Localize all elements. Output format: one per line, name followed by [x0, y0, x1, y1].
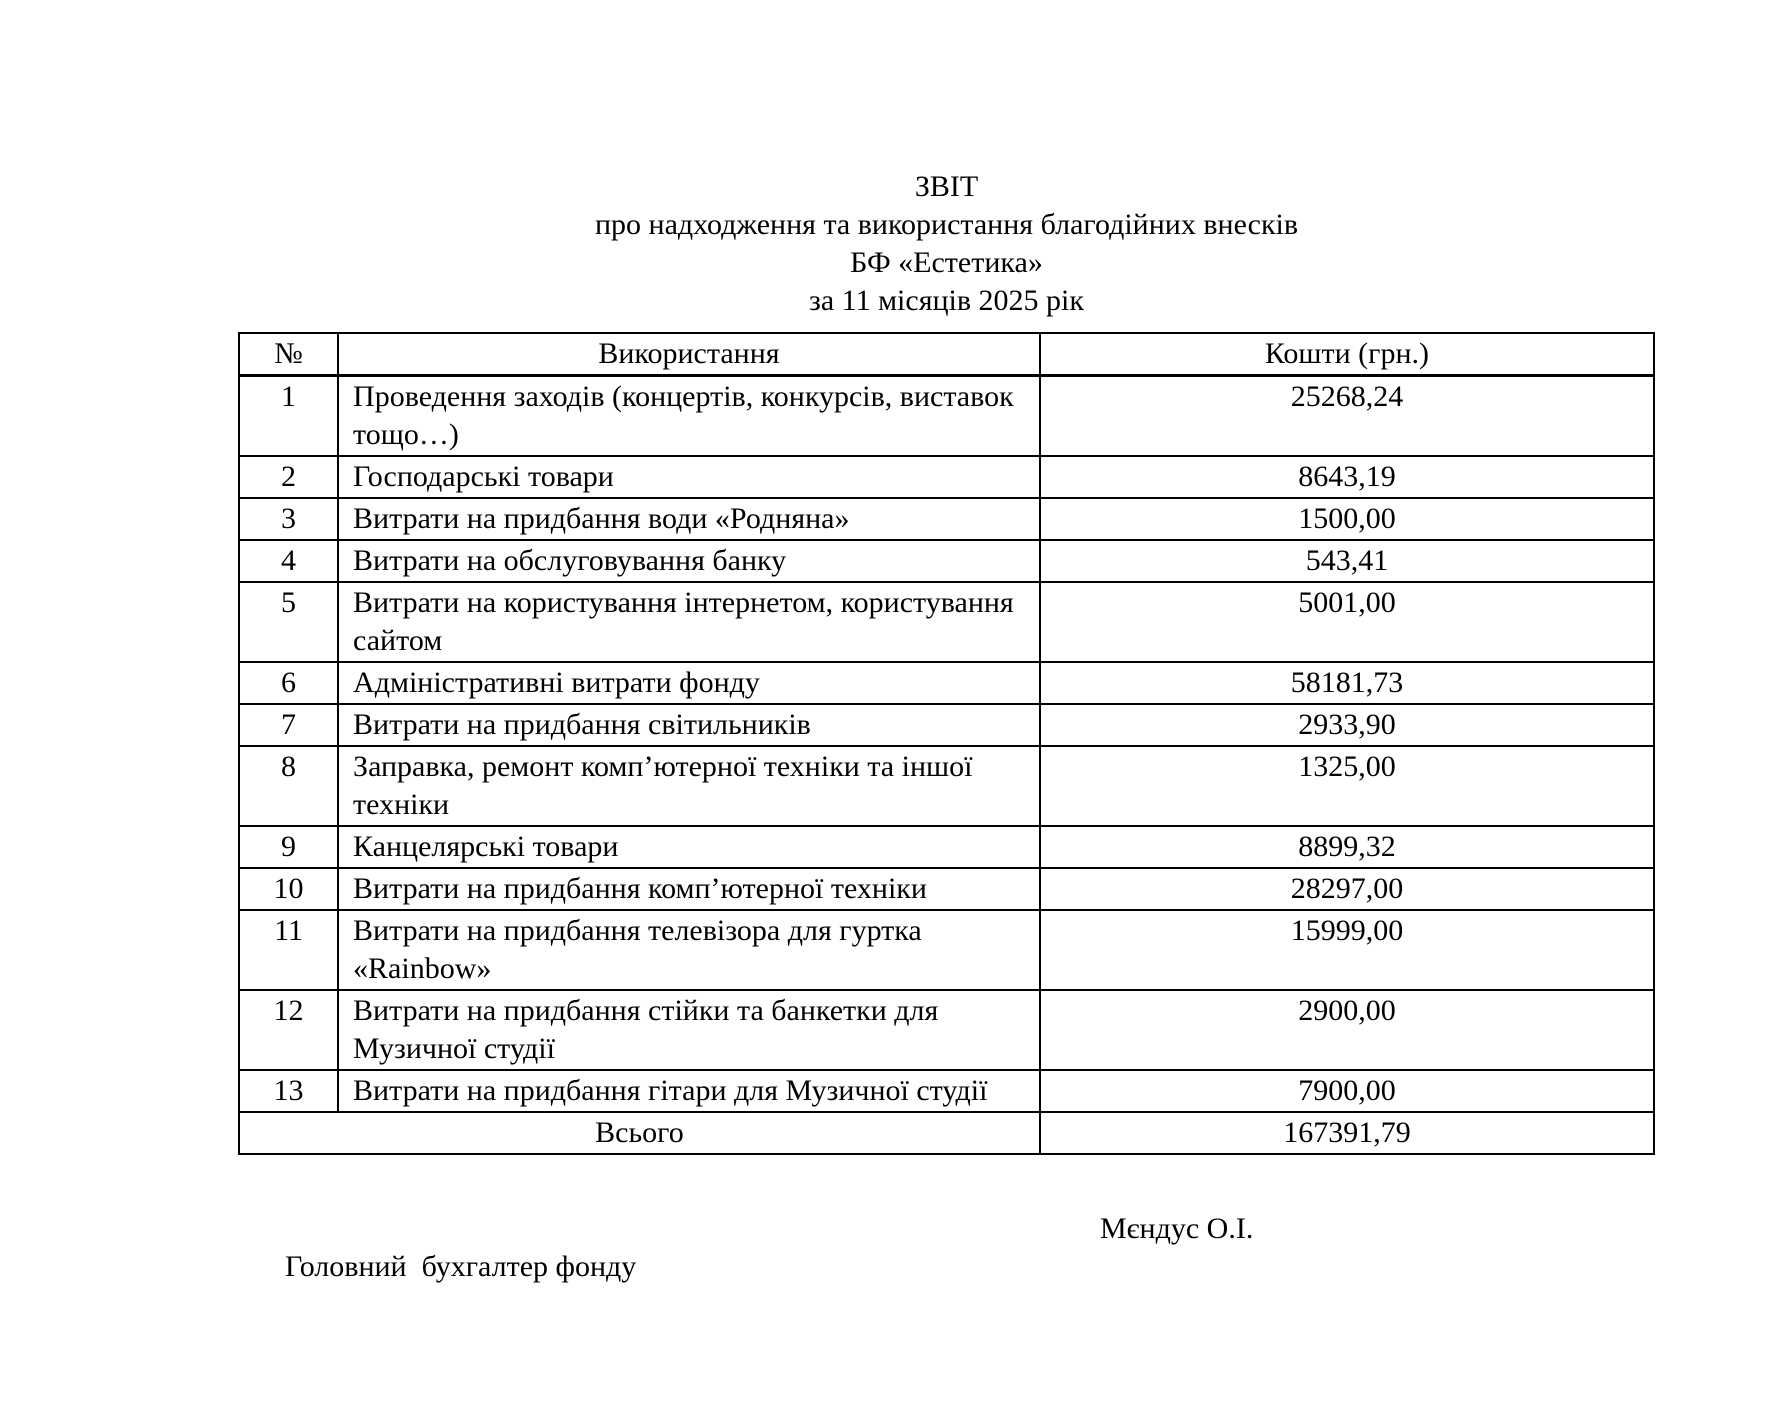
report-title-block — [238, 168, 1655, 320]
table-row — [239, 376, 1654, 457]
row-amount: 8899,32 — [1040, 826, 1654, 868]
row-amount: 543,41 — [1040, 540, 1654, 582]
row-usage: Витрати на придбання телевізора для гуртка «Rainbow» — [338, 910, 1040, 990]
row-number: 7 — [239, 704, 338, 746]
row-number: 12 — [239, 990, 338, 1070]
col-header-number: № — [239, 333, 338, 376]
table-row — [239, 868, 1654, 910]
row-amount: 5001,00 — [1040, 582, 1654, 662]
row-number: 3 — [239, 498, 338, 540]
row-number: 11 — [239, 910, 338, 990]
row-amount: 1500,00 — [1040, 498, 1654, 540]
col-header-amount: Кошти (грн.) — [1040, 333, 1654, 376]
document-content — [238, 168, 1655, 1155]
row-amount: 7900,00 — [1040, 1070, 1654, 1112]
row-usage: Витрати на придбання світильників — [338, 704, 1040, 746]
report-organization: БФ «Естетика» — [850, 246, 1043, 279]
table-row — [239, 746, 1654, 826]
row-usage: Канцелярські товари — [338, 826, 1040, 868]
row-usage: Заправка, ремонт комп’ютерної техніки та іншої техніки — [338, 746, 1040, 826]
report-period: за 11 місяців 2025 рік — [809, 284, 1084, 317]
row-amount: 1325,00 — [1040, 746, 1654, 826]
row-amount: 58181,73 — [1040, 662, 1654, 704]
row-number: 1 — [239, 376, 338, 457]
total-label: Всього — [239, 1112, 1040, 1154]
row-usage: Витрати на обслуговування банку — [338, 540, 1040, 582]
table-row — [239, 662, 1654, 704]
row-number: 8 — [239, 746, 338, 826]
row-usage: Адміністративні витрати фонду — [338, 662, 1040, 704]
table-row — [239, 456, 1654, 498]
row-usage: Витрати на придбання стійки та банкетки для Музичної студії — [338, 990, 1040, 1070]
signatory-title: Головний бухгалтер фонду — [285, 1250, 637, 1283]
row-number: 13 — [239, 1070, 338, 1112]
row-number: 10 — [239, 868, 338, 910]
row-amount: 15999,00 — [1040, 910, 1654, 990]
table-row — [239, 910, 1654, 990]
row-usage: Витрати на придбання води «Родняна» — [338, 498, 1040, 540]
row-usage: Господарські товари — [338, 456, 1040, 498]
row-amount: 2900,00 — [1040, 990, 1654, 1070]
table-row — [239, 990, 1654, 1070]
row-number: 9 — [239, 826, 338, 868]
row-amount: 2933,90 — [1040, 704, 1654, 746]
report-subtitle: про надходження та використання благодійних внесків — [594, 208, 1299, 241]
expenses-table — [238, 332, 1655, 1155]
row-number: 6 — [239, 662, 338, 704]
table-row — [239, 498, 1654, 540]
total-row — [239, 1112, 1654, 1154]
table-row — [239, 540, 1654, 582]
row-amount: 25268,24 — [1040, 376, 1654, 457]
table-row — [239, 704, 1654, 746]
signatory-name: Мєндус О.І. — [1100, 1212, 1254, 1245]
table-header-row — [239, 333, 1654, 376]
row-usage: Проведення заходів (концертів, конкурсів, виставок тощо…) — [338, 376, 1040, 457]
signature-line — [255, 1210, 1675, 1362]
table-row — [239, 582, 1654, 662]
row-number: 2 — [239, 456, 338, 498]
row-number: 5 — [239, 582, 338, 662]
total-amount: 167391,79 — [1040, 1112, 1654, 1154]
row-number: 4 — [239, 540, 338, 582]
col-header-usage: Використання — [338, 333, 1040, 376]
report-title: ЗВІТ — [914, 170, 979, 203]
row-amount: 8643,19 — [1040, 456, 1654, 498]
row-usage: Витрати на користування інтернетом, користування сайтом — [338, 582, 1040, 662]
row-amount: 28297,00 — [1040, 868, 1654, 910]
row-usage: Витрати на придбання комп’ютерної техніки — [338, 868, 1040, 910]
table-row — [239, 826, 1654, 868]
table-row — [239, 1070, 1654, 1112]
row-usage: Витрати на придбання гітари для Музичної студії — [338, 1070, 1040, 1112]
